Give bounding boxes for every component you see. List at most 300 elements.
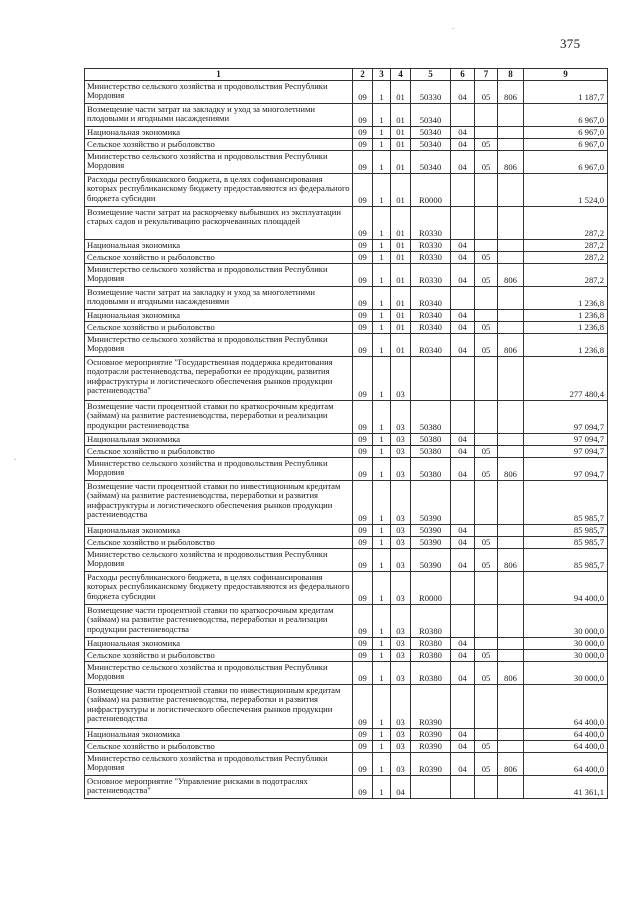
cell-subprogram: 1 [373, 252, 391, 264]
cell-subprogram: 1 [373, 481, 391, 525]
cell-activity: 01 [391, 334, 411, 357]
cell-amount: 6 967,0 [524, 104, 608, 127]
cell-activity: 01 [391, 240, 411, 252]
cell-program: 09 [353, 207, 373, 240]
page-number: 375 [560, 36, 581, 51]
row-name: Расходы республиканского бюджета, в целях софинансирования которых республиканскому бюджету предоставляются из федерального бюджета субсидии [85, 174, 353, 207]
cell-subsection: 05 [475, 139, 498, 151]
cell-subsection: 05 [475, 252, 498, 264]
cell-subprogram: 1 [373, 458, 391, 481]
cell-subsection [475, 127, 498, 139]
cell-direction: R0330 [411, 240, 451, 252]
cell-ministry: 806 [498, 81, 524, 104]
table-row [85, 264, 608, 287]
cell-subprogram: 1 [373, 662, 391, 685]
cell-subprogram: 1 [373, 264, 391, 287]
cell-subsection: 05 [475, 151, 498, 174]
cell-amount: 30 000,0 [524, 662, 608, 685]
cell-program: 09 [353, 127, 373, 139]
cell-section: 04 [451, 434, 475, 446]
cell-subsection: 05 [475, 446, 498, 458]
cell-ministry [498, 139, 524, 151]
cell-activity: 01 [391, 322, 411, 334]
cell-section: 04 [451, 650, 475, 662]
cell-ministry [498, 741, 524, 753]
cell-amount: 85 985,7 [524, 525, 608, 537]
cell-section [451, 207, 475, 240]
cell-section: 04 [451, 252, 475, 264]
cell-section: 04 [451, 264, 475, 287]
cell-ministry: 806 [498, 549, 524, 572]
cell-subprogram: 1 [373, 776, 391, 799]
cell-subprogram: 1 [373, 139, 391, 151]
cell-program: 09 [353, 549, 373, 572]
cell-direction: R0340 [411, 322, 451, 334]
cell-direction: R0380 [411, 650, 451, 662]
cell-section [451, 174, 475, 207]
cell-direction: R0380 [411, 638, 451, 650]
cell-ministry: 806 [498, 458, 524, 481]
cell-subprogram: 1 [373, 357, 391, 401]
cell-direction: 50390 [411, 537, 451, 549]
cell-subprogram: 1 [373, 207, 391, 240]
row-name: Национальная экономика [85, 240, 353, 252]
row-name: Министерство сельского хозяйства и продовольствия Республики Мордовия [85, 458, 353, 481]
cell-direction: 50390 [411, 481, 451, 525]
cell-amount: 287,2 [524, 207, 608, 240]
row-name: Национальная экономика [85, 127, 353, 139]
table-row [85, 685, 608, 729]
cell-program: 09 [353, 458, 373, 481]
cell-activity: 01 [391, 287, 411, 310]
cell-amount: 287,2 [524, 264, 608, 287]
cell-ministry [498, 240, 524, 252]
cell-subsection [475, 525, 498, 537]
cell-section: 04 [451, 753, 475, 776]
table-row [85, 446, 608, 458]
cell-activity: 01 [391, 174, 411, 207]
table-row [85, 81, 608, 104]
cell-amount: 287,2 [524, 252, 608, 264]
scan-mark-2: . [14, 452, 17, 462]
cell-subprogram: 1 [373, 151, 391, 174]
header-col-3: 3 [373, 69, 391, 81]
cell-subsection [475, 481, 498, 525]
cell-program: 09 [353, 287, 373, 310]
cell-section: 04 [451, 458, 475, 481]
table-row [85, 481, 608, 525]
row-name: Национальная экономика [85, 525, 353, 537]
cell-activity: 03 [391, 537, 411, 549]
cell-ministry [498, 525, 524, 537]
cell-subsection [475, 776, 498, 799]
cell-activity: 03 [391, 401, 411, 434]
cell-activity: 01 [391, 104, 411, 127]
cell-subsection: 05 [475, 549, 498, 572]
cell-program: 09 [353, 240, 373, 252]
cell-ministry [498, 127, 524, 139]
cell-direction: 50330 [411, 81, 451, 104]
header-col-4: 4 [391, 69, 411, 81]
header-row [85, 69, 608, 81]
table-row [85, 357, 608, 401]
cell-activity: 03 [391, 572, 411, 605]
row-name: Возмещение части затрат на закладку и уход за многолетними плодовыми и ягодными насаждениями [85, 287, 353, 310]
cell-subsection [475, 605, 498, 638]
cell-ministry [498, 357, 524, 401]
cell-program: 09 [353, 434, 373, 446]
table-row [85, 334, 608, 357]
cell-direction: 50380 [411, 458, 451, 481]
cell-activity: 03 [391, 434, 411, 446]
row-name: Сельское хозяйство и рыболовство [85, 537, 353, 549]
cell-subsection: 05 [475, 662, 498, 685]
row-name: Министерство сельского хозяйства и продовольствия Республики Мордовия [85, 662, 353, 685]
cell-section: 04 [451, 638, 475, 650]
scan-mark-1: . [452, 21, 455, 31]
table-row [85, 322, 608, 334]
cell-program: 09 [353, 605, 373, 638]
cell-ministry: 806 [498, 151, 524, 174]
budget-table [84, 68, 608, 799]
cell-subsection [475, 287, 498, 310]
cell-program: 09 [353, 322, 373, 334]
table-row [85, 287, 608, 310]
cell-section: 04 [451, 240, 475, 252]
cell-ministry: 806 [498, 662, 524, 685]
table-row [85, 458, 608, 481]
cell-subprogram: 1 [373, 525, 391, 537]
cell-subsection [475, 572, 498, 605]
cell-ministry [498, 605, 524, 638]
table-row [85, 741, 608, 753]
cell-subprogram: 1 [373, 753, 391, 776]
cell-activity: 01 [391, 252, 411, 264]
cell-amount: 97 094,7 [524, 446, 608, 458]
cell-subprogram: 1 [373, 572, 391, 605]
row-name: Сельское хозяйство и рыболовство [85, 650, 353, 662]
cell-direction: R0340 [411, 334, 451, 357]
cell-activity: 03 [391, 549, 411, 572]
cell-subsection: 05 [475, 741, 498, 753]
cell-subprogram: 1 [373, 310, 391, 322]
cell-amount: 85 985,7 [524, 481, 608, 525]
cell-subsection: 05 [475, 537, 498, 549]
cell-subprogram: 1 [373, 685, 391, 729]
cell-section: 04 [451, 81, 475, 104]
cell-ministry [498, 322, 524, 334]
cell-subprogram: 1 [373, 446, 391, 458]
cell-program: 09 [353, 650, 373, 662]
cell-subsection [475, 401, 498, 434]
cell-amount: 97 094,7 [524, 458, 608, 481]
cell-activity: 04 [391, 776, 411, 799]
cell-amount: 1 236,8 [524, 287, 608, 310]
row-name: Возмещение части процентной ставки по инвестиционным кредитам (займам) на развитие растениеводства, переработки и развития инфраструктуры и логистического обеспечения рынков продукции растениеводства [85, 481, 353, 525]
header-col-1: 1 [85, 69, 353, 81]
cell-ministry: 806 [498, 264, 524, 287]
table-row [85, 240, 608, 252]
cell-activity: 01 [391, 139, 411, 151]
cell-amount: 1 236,8 [524, 310, 608, 322]
cell-activity: 03 [391, 481, 411, 525]
cell-activity: 03 [391, 650, 411, 662]
cell-program: 09 [353, 252, 373, 264]
row-name: Возмещение части процентной ставки по краткосрочным кредитам (займам) на развитие растениеводства, переработки и реализации продукции растениеводства [85, 401, 353, 434]
cell-subprogram: 1 [373, 81, 391, 104]
cell-subsection [475, 434, 498, 446]
cell-amount: 1 236,8 [524, 334, 608, 357]
header-col-8: 8 [498, 69, 524, 81]
cell-amount: 1 187,7 [524, 81, 608, 104]
cell-section: 04 [451, 322, 475, 334]
cell-program: 09 [353, 357, 373, 401]
cell-amount: 64 400,0 [524, 729, 608, 741]
cell-activity: 03 [391, 605, 411, 638]
cell-direction: 50380 [411, 446, 451, 458]
table-row [85, 151, 608, 174]
cell-subsection: 05 [475, 81, 498, 104]
cell-direction: R0390 [411, 729, 451, 741]
table-body [85, 81, 608, 799]
cell-section [451, 401, 475, 434]
cell-ministry [498, 481, 524, 525]
cell-program: 09 [353, 776, 373, 799]
cell-amount: 6 967,0 [524, 151, 608, 174]
cell-ministry [498, 729, 524, 741]
cell-section: 04 [451, 310, 475, 322]
row-name: Возмещение части процентной ставки по краткосрочным кредитам (займам) на развитие растениеводства, переработки и реализации продукции растениеводства [85, 605, 353, 638]
cell-section [451, 104, 475, 127]
cell-amount: 85 985,7 [524, 537, 608, 549]
cell-ministry [498, 685, 524, 729]
table-row [85, 650, 608, 662]
cell-subsection [475, 638, 498, 650]
cell-program: 09 [353, 446, 373, 458]
cell-section: 04 [451, 537, 475, 549]
cell-direction [411, 776, 451, 799]
cell-ministry [498, 638, 524, 650]
cell-direction: 50390 [411, 525, 451, 537]
table-row [85, 525, 608, 537]
cell-activity: 01 [391, 207, 411, 240]
cell-ministry [498, 537, 524, 549]
header-col-6: 6 [451, 69, 475, 81]
cell-section: 04 [451, 729, 475, 741]
cell-subsection [475, 685, 498, 729]
row-name: Национальная экономика [85, 638, 353, 650]
cell-subsection [475, 240, 498, 252]
cell-subsection: 05 [475, 322, 498, 334]
cell-subprogram: 1 [373, 127, 391, 139]
table-row [85, 401, 608, 434]
row-name: Основное мероприятие "Государственная поддержка кредитования подотрасли растениеводства, переработки ее продукции, развития инфраструктуры и логистического обеспечения рынков продукции растениеводства" [85, 357, 353, 401]
cell-amount: 277 480,4 [524, 357, 608, 401]
cell-program: 09 [353, 139, 373, 151]
cell-activity: 01 [391, 264, 411, 287]
cell-program: 09 [353, 525, 373, 537]
table-row [85, 572, 608, 605]
cell-direction: R0390 [411, 685, 451, 729]
cell-program: 09 [353, 729, 373, 741]
cell-subprogram: 1 [373, 334, 391, 357]
cell-section [451, 287, 475, 310]
cell-program: 09 [353, 662, 373, 685]
cell-subprogram: 1 [373, 729, 391, 741]
row-name: Министерство сельского хозяйства и продовольствия Республики Мордовия [85, 334, 353, 357]
row-name: Сельское хозяйство и рыболовство [85, 322, 353, 334]
cell-ministry [498, 207, 524, 240]
cell-program: 09 [353, 151, 373, 174]
cell-program: 09 [353, 104, 373, 127]
cell-direction: 50340 [411, 104, 451, 127]
row-name: Расходы республиканского бюджета, в целях софинансирования которых республиканскому бюджету предоставляются из федерального бюджета субсидии [85, 572, 353, 605]
cell-activity: 03 [391, 741, 411, 753]
cell-direction: R0380 [411, 605, 451, 638]
cell-ministry [498, 174, 524, 207]
cell-amount: 97 094,7 [524, 434, 608, 446]
cell-amount: 94 400,0 [524, 572, 608, 605]
cell-program: 09 [353, 638, 373, 650]
cell-ministry [498, 287, 524, 310]
row-name: Министерство сельского хозяйства и продовольствия Республики Мордовия [85, 264, 353, 287]
cell-subprogram: 1 [373, 104, 391, 127]
cell-direction: 50380 [411, 401, 451, 434]
cell-direction [411, 357, 451, 401]
cell-direction: R0390 [411, 741, 451, 753]
row-name: Министерство сельского хозяйства и продовольствия Республики Мордовия [85, 151, 353, 174]
table-row [85, 127, 608, 139]
cell-direction: R0380 [411, 662, 451, 685]
cell-program: 09 [353, 753, 373, 776]
table-row [85, 174, 608, 207]
table-row [85, 605, 608, 638]
cell-amount: 64 400,0 [524, 685, 608, 729]
cell-section [451, 357, 475, 401]
cell-subsection [475, 207, 498, 240]
cell-section: 04 [451, 151, 475, 174]
cell-section: 04 [451, 139, 475, 151]
cell-ministry [498, 310, 524, 322]
cell-direction: R0340 [411, 310, 451, 322]
cell-direction: 50380 [411, 434, 451, 446]
row-name: Национальная экономика [85, 434, 353, 446]
table-row [85, 310, 608, 322]
cell-ministry [498, 776, 524, 799]
table-row [85, 252, 608, 264]
cell-subprogram: 1 [373, 549, 391, 572]
row-name: Сельское хозяйство и рыболовство [85, 252, 353, 264]
table-row [85, 537, 608, 549]
cell-amount: 6 967,0 [524, 139, 608, 151]
cell-section: 04 [451, 662, 475, 685]
cell-section [451, 605, 475, 638]
cell-amount: 30 000,0 [524, 650, 608, 662]
cell-program: 09 [353, 401, 373, 434]
header-col-7: 7 [475, 69, 498, 81]
row-name: Министерство сельского хозяйства и продовольствия Республики Мордовия [85, 753, 353, 776]
header-col-5: 5 [411, 69, 451, 81]
cell-program: 09 [353, 81, 373, 104]
cell-activity: 01 [391, 310, 411, 322]
cell-activity: 01 [391, 151, 411, 174]
cell-subprogram: 1 [373, 434, 391, 446]
cell-program: 09 [353, 334, 373, 357]
cell-subsection: 05 [475, 650, 498, 662]
cell-activity: 03 [391, 525, 411, 537]
cell-ministry [498, 572, 524, 605]
table-row [85, 104, 608, 127]
cell-ministry [498, 252, 524, 264]
cell-amount: 97 094,7 [524, 401, 608, 434]
cell-activity: 01 [391, 81, 411, 104]
cell-subprogram: 1 [373, 401, 391, 434]
row-name: Возмещение части затрат на закладку и уход за многолетними плодовыми и ягодными насаждениями [85, 104, 353, 127]
cell-amount: 64 400,0 [524, 753, 608, 776]
cell-section: 04 [451, 446, 475, 458]
row-name: Возмещение части процентной ставки по инвестиционным кредитам (займам) на развитие растениеводства, переработки и развития инфраструктуры и логистического обеспечения рынков продукции растениеводства [85, 685, 353, 729]
cell-subsection: 05 [475, 264, 498, 287]
row-name: Национальная экономика [85, 310, 353, 322]
table-row [85, 207, 608, 240]
row-name: Сельское хозяйство и рыболовство [85, 741, 353, 753]
table-row [85, 638, 608, 650]
header-col-2: 2 [353, 69, 373, 81]
row-name: Министерство сельского хозяйства и продовольствия Республики Мордовия [85, 549, 353, 572]
cell-subprogram: 1 [373, 287, 391, 310]
cell-amount: 41 361,1 [524, 776, 608, 799]
cell-direction: 50340 [411, 139, 451, 151]
cell-activity: 03 [391, 685, 411, 729]
cell-ministry: 806 [498, 753, 524, 776]
cell-activity: 03 [391, 357, 411, 401]
cell-program: 09 [353, 264, 373, 287]
cell-subsection: 05 [475, 334, 498, 357]
cell-program: 09 [353, 537, 373, 549]
cell-amount: 30 000,0 [524, 605, 608, 638]
cell-program: 09 [353, 174, 373, 207]
cell-section [451, 685, 475, 729]
cell-ministry [498, 104, 524, 127]
cell-section: 04 [451, 127, 475, 139]
row-name: Сельское хозяйство и рыболовство [85, 446, 353, 458]
cell-activity: 03 [391, 446, 411, 458]
table-row [85, 139, 608, 151]
cell-amount: 85 985,7 [524, 549, 608, 572]
cell-direction: 50390 [411, 549, 451, 572]
table-row [85, 776, 608, 799]
cell-amount: 64 400,0 [524, 741, 608, 753]
cell-ministry [498, 650, 524, 662]
cell-direction: R0000 [411, 174, 451, 207]
cell-activity: 01 [391, 127, 411, 139]
cell-amount: 1 236,8 [524, 322, 608, 334]
cell-subprogram: 1 [373, 605, 391, 638]
row-name: Министерство сельского хозяйства и продовольствия Республики Мордовия [85, 81, 353, 104]
cell-section: 04 [451, 741, 475, 753]
cell-ministry [498, 401, 524, 434]
cell-direction: R0330 [411, 264, 451, 287]
cell-subprogram: 1 [373, 650, 391, 662]
cell-direction: R0340 [411, 287, 451, 310]
cell-subsection [475, 729, 498, 741]
cell-direction: R0330 [411, 207, 451, 240]
cell-amount: 30 000,0 [524, 638, 608, 650]
cell-program: 09 [353, 481, 373, 525]
table-row [85, 662, 608, 685]
cell-program: 09 [353, 310, 373, 322]
cell-activity: 03 [391, 458, 411, 481]
